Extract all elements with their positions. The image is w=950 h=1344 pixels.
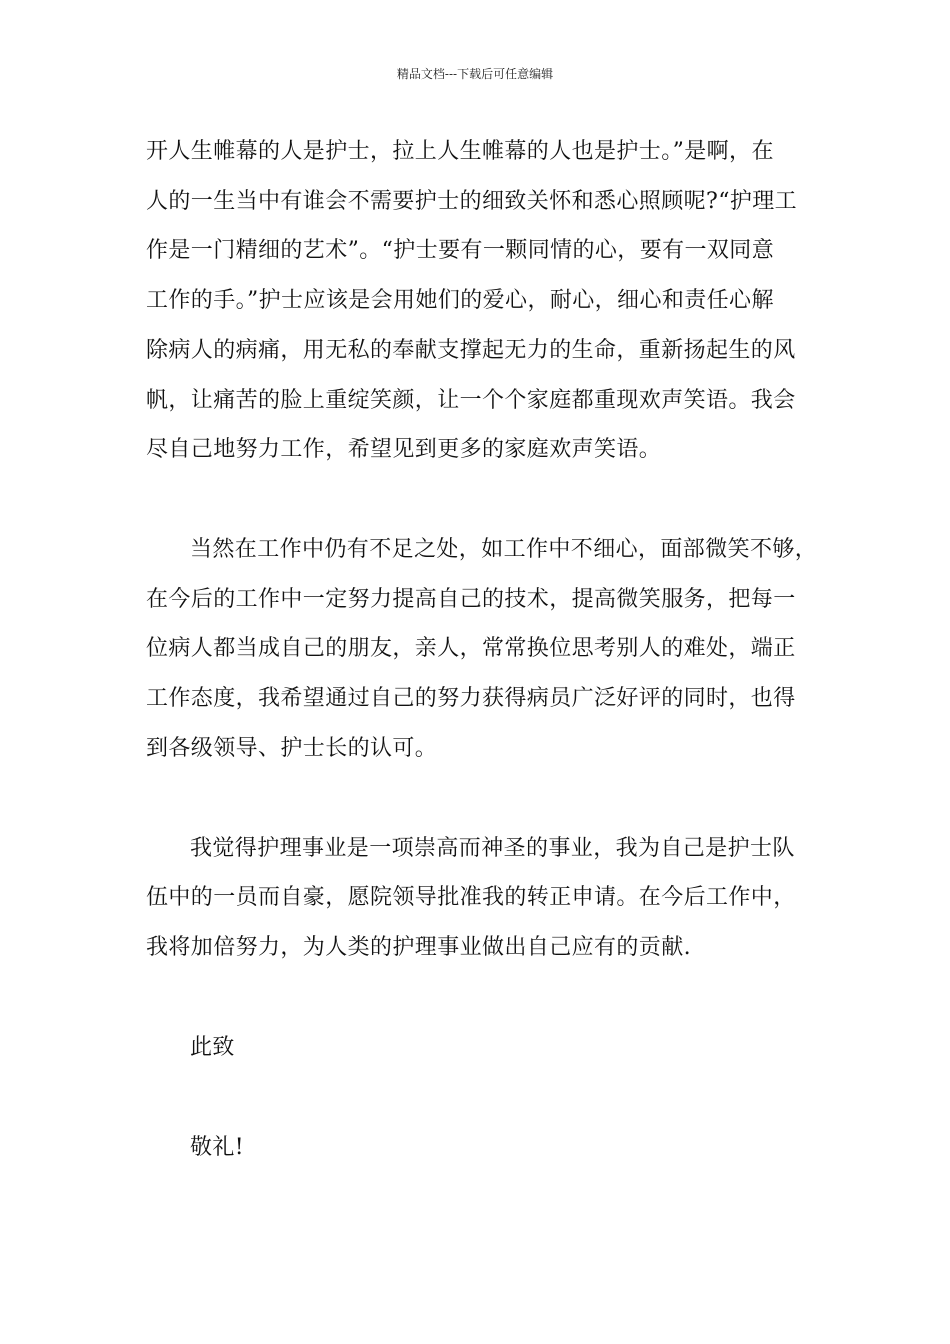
paragraph-1-line: 作是一门精细的艺术”。“护士要有一颗同情的心，要有一双同意	[146, 238, 775, 263]
paragraph-2-line: 位病人都当成自己的朋友，亲人，常常换位思考别人的难处，端正	[146, 636, 796, 661]
paragraph-1-line: 帆，让痛苦的脸上重绽笑颜，让一个个家庭都重现欢声笑语。我会	[146, 388, 796, 413]
paragraph-3-line: 我觉得护理事业是一项崇高而神圣的事业，我为自己是护士队	[190, 836, 795, 861]
paragraph-2-line: 当然在工作中仍有不足之处，如工作中不细心，面部微笑不够，	[190, 537, 818, 562]
page-header: 精品文档---下载后可任意编辑	[396, 67, 554, 81]
paragraph-1-line: 尽自己地努力工作，希望见到更多的家庭欢声笑语。	[146, 437, 662, 462]
paragraph-3-line: 我将加倍努力，为人类的护理事业做出自己应有的贡献.	[146, 935, 691, 960]
paragraph-2-line: 工作态度，我希望通过自己的努力获得病员广泛好评的同时，也得	[146, 686, 796, 711]
paragraph-3-line: 伍中的一员而自豪，愿院领导批准我的转正申请。在今后工作中，	[146, 885, 796, 910]
paragraph-2-line: 在今后的工作中一定努力提高自己的技术，提高微笑服务，把每一	[146, 587, 796, 612]
paragraph-1-line: 除病人的病痛，用无私的奉献支撑起无力的生命，重新扬起生的风	[146, 338, 796, 363]
paragraph-1-line: 开人生帷幕的人是护士，拉上人生帷幕的人也是护士。”是啊，在	[146, 139, 774, 164]
paragraph-2-line: 到各级领导、护士长的认可。	[146, 736, 438, 761]
closing-salutation: 此致	[190, 1035, 235, 1060]
paragraph-1-line: 工作的手。”护士应该是会用她们的爱心，耐心，细心和责任心解	[146, 288, 774, 313]
closing-regards: 敬礼!	[190, 1135, 245, 1160]
paragraph-1-line: 人的一生当中有谁会不需要护士的细致关怀和悉心照顾呢?“护理工	[146, 189, 798, 214]
